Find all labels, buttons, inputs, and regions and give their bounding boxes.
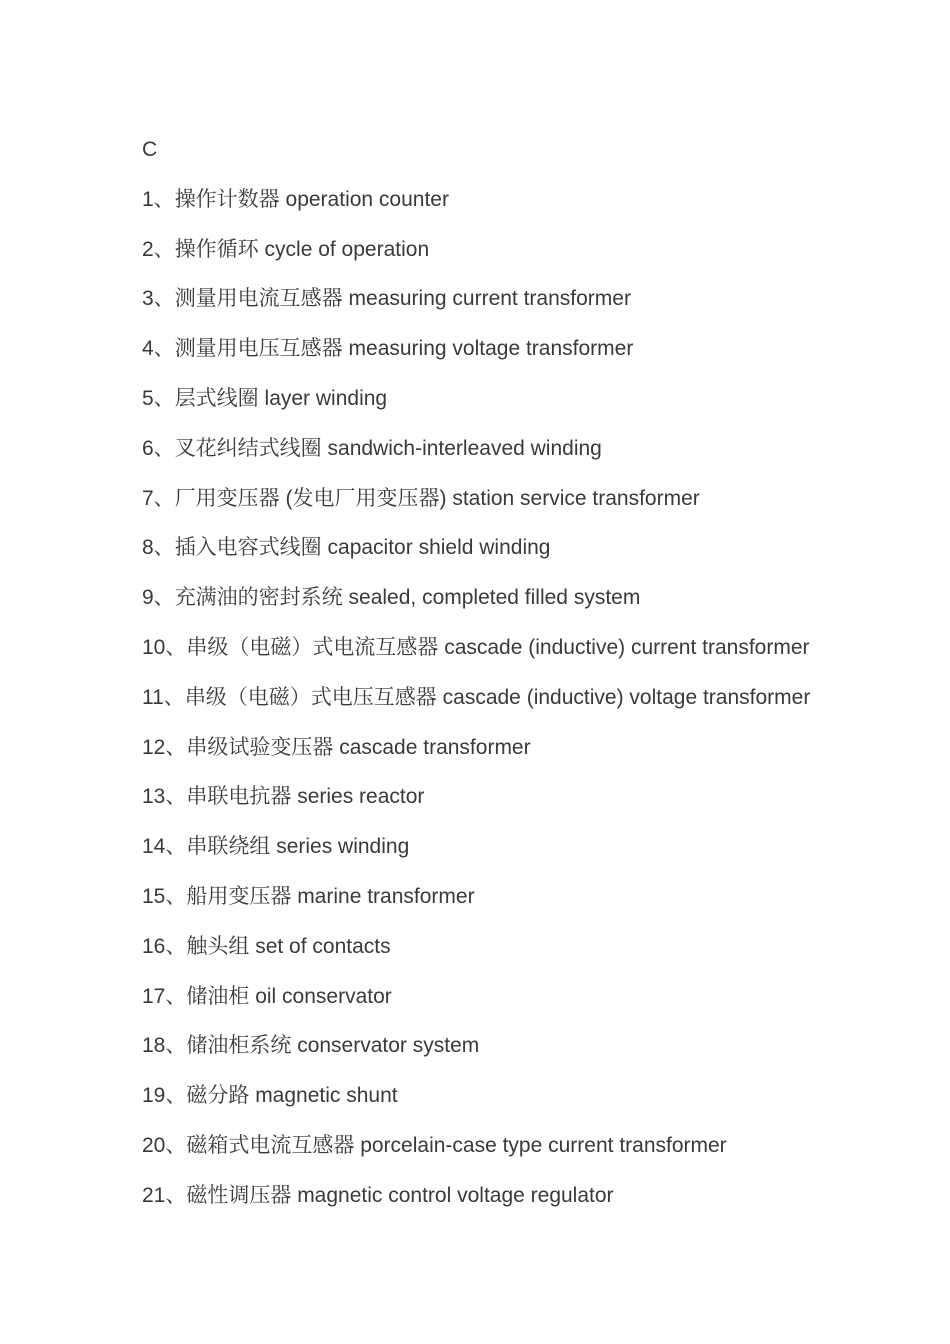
- item-term-chinese: 磁性调压器: [186, 1183, 292, 1207]
- item-term-english: capacitor shield winding: [321, 536, 551, 560]
- list-item: [142, 225, 910, 275]
- item-term-english: sealed, completed filled system: [342, 586, 641, 610]
- list-item: [142, 523, 910, 573]
- list-item: [142, 1121, 910, 1171]
- item-term-english: conservator system: [291, 1034, 480, 1058]
- item-number: 21、: [142, 1183, 187, 1207]
- item-term-english: sandwich-interleaved winding: [321, 436, 602, 460]
- item-number: 1、: [142, 187, 175, 211]
- list-item: [142, 175, 910, 225]
- list-item: [142, 474, 910, 524]
- item-number: 6、: [142, 436, 175, 460]
- item-term-chinese: 充满油的密封系统: [174, 586, 343, 610]
- item-number: 8、: [142, 536, 175, 560]
- item-number: 11、: [142, 685, 185, 709]
- item-number: 5、: [142, 386, 175, 410]
- item-term-chinese: 串级（电磁）式电压互感器: [184, 685, 437, 709]
- list-item: [142, 872, 910, 922]
- item-number: 10、: [142, 635, 187, 659]
- item-term-english: porcelain-case type current transformer: [354, 1133, 727, 1157]
- item-number: 18、: [142, 1034, 187, 1058]
- item-term-chinese: 插入电容式线圈: [174, 536, 322, 560]
- item-term-english: cascade transformer: [333, 735, 531, 759]
- item-term-chinese: 操作计数器: [174, 187, 280, 211]
- list-item: [142, 324, 910, 374]
- item-number: 3、: [142, 287, 175, 311]
- item-term-english: layer winding: [258, 386, 388, 410]
- list-item: [142, 822, 910, 872]
- item-term-chinese: 磁箱式电流互感器: [186, 1133, 355, 1157]
- glossary-list: [142, 175, 910, 1221]
- item-term-chinese: 操作循环: [174, 237, 259, 261]
- item-term-english: cascade (inductive) voltage transformer: [436, 685, 811, 709]
- item-number: 20、: [142, 1133, 187, 1157]
- item-number: 17、: [142, 984, 187, 1008]
- item-number: 9、: [142, 586, 175, 610]
- item-term-english: set of contacts: [249, 934, 391, 958]
- list-item: [142, 1021, 910, 1071]
- item-term-english: oil conservator: [249, 984, 392, 1008]
- item-term-english: measuring voltage transformer: [342, 337, 634, 361]
- list-item: [142, 922, 910, 972]
- item-term-chinese: 串级（电磁）式电流互感器: [186, 635, 439, 659]
- list-item: [142, 374, 910, 424]
- item-number: 4、: [142, 337, 175, 361]
- item-term-english: magnetic shunt: [249, 1084, 398, 1108]
- item-term-chinese: 串级试验变压器: [186, 735, 334, 759]
- item-term-chinese: 船用变压器: [186, 884, 292, 908]
- item-number: 7、: [142, 486, 175, 510]
- item-term-english: series reactor: [291, 785, 425, 809]
- item-term-english: cascade (inductive) current transformer: [438, 635, 810, 659]
- item-term-chinese: 测量用电压互感器: [174, 337, 343, 361]
- list-item: [142, 623, 910, 673]
- list-item: [142, 1171, 910, 1221]
- list-item: [142, 573, 910, 623]
- item-term-chinese: 串联电抗器: [186, 785, 292, 809]
- item-number: 2、: [142, 237, 175, 261]
- item-term-chinese: 叉花纠结式线圈: [174, 436, 322, 460]
- item-term-english: station service transformer: [446, 486, 700, 510]
- item-term-english: measuring current transformer: [342, 287, 631, 311]
- list-item: [142, 673, 910, 723]
- list-item: [142, 723, 910, 773]
- item-number: 14、: [142, 835, 187, 859]
- item-term-chinese: 串联绕组: [186, 835, 271, 859]
- list-item: [142, 424, 910, 474]
- item-term-chinese: 储油柜系统: [186, 1034, 292, 1058]
- item-number: 16、: [142, 934, 187, 958]
- list-item: [142, 972, 910, 1022]
- item-term-english: magnetic control voltage regulator: [291, 1183, 614, 1207]
- item-term-chinese: 触头组: [186, 934, 250, 958]
- item-number: 13、: [142, 785, 187, 809]
- list-item: [142, 772, 910, 822]
- item-term-english: cycle of operation: [258, 237, 430, 261]
- list-item: [142, 1071, 910, 1121]
- item-term-chinese: 厂用变压器 (发电厂用变压器): [174, 486, 447, 510]
- item-number: 12、: [142, 735, 187, 759]
- item-term-chinese: 层式线圈: [174, 386, 259, 410]
- item-term-chinese: 储油柜: [186, 984, 250, 1008]
- item-number: 19、: [142, 1084, 187, 1108]
- item-term-chinese: 测量用电流互感器: [174, 287, 343, 311]
- section-heading: C: [142, 138, 158, 161]
- item-term-english: series winding: [270, 835, 410, 859]
- list-item: [142, 274, 910, 324]
- item-term-english: operation counter: [279, 187, 449, 211]
- item-term-chinese: 磁分路: [186, 1084, 250, 1108]
- item-term-english: marine transformer: [291, 884, 475, 908]
- item-number: 15、: [142, 884, 187, 908]
